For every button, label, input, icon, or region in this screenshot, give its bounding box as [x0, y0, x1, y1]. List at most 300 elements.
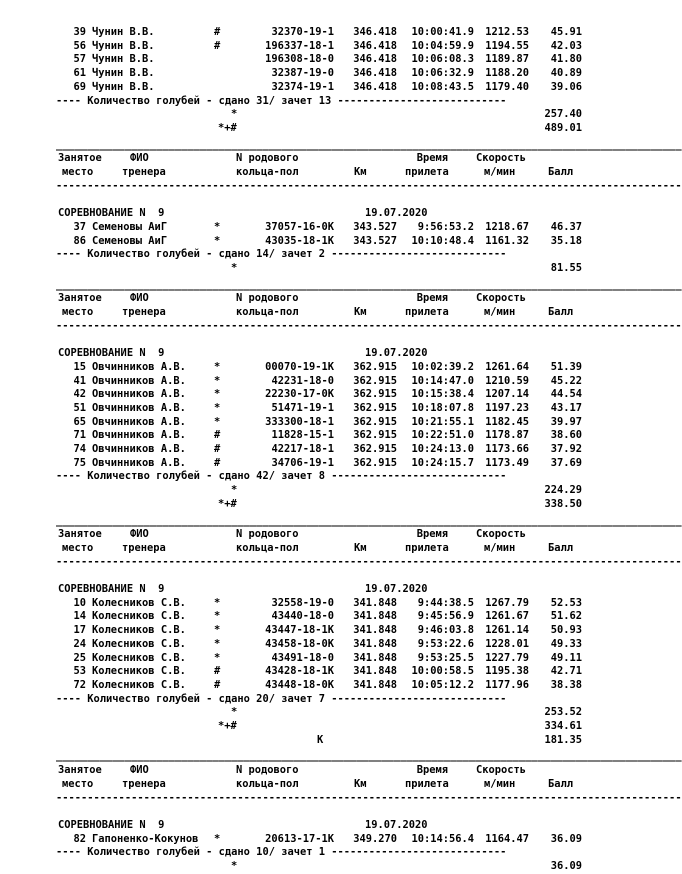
time-cell: 9:53:22.6 [417, 637, 474, 650]
speed-cell: 1207.14 [485, 388, 529, 401]
name-cell: Гапоненко-Кокунов [92, 832, 199, 845]
points-cell: 46.37 [550, 220, 582, 233]
name-cell: Колесников С.В. [92, 678, 186, 691]
km-cell: 362.915 [353, 374, 397, 387]
ring-cell: 43458-18-0К [265, 637, 334, 650]
total-label: * [231, 706, 238, 719]
name-cell: Колесников С.В. [92, 665, 186, 678]
table-row [0, 443, 600, 457]
time-cell: 10:24:13.0 [411, 443, 474, 455]
col-fio-label: тренера [122, 541, 166, 554]
table-row [0, 361, 600, 375]
speed-cell: 1173.66 [485, 443, 529, 455]
time-cell: 9:53:25.5 [417, 651, 474, 664]
name-cell: Овчинников А.В. [92, 388, 186, 401]
col-ring-label: N родового [236, 292, 299, 305]
total-label: *+# [218, 720, 237, 732]
ring-cell: 43440-18-0 [271, 610, 334, 623]
col-time-label: прилета [405, 777, 449, 790]
col-speed-label: м/мин [484, 306, 516, 318]
name-cell: Семеновы АиГ [92, 220, 168, 233]
ring-cell: 32374-19-1 [271, 80, 334, 93]
table-row [0, 429, 600, 443]
mark-cell: # [214, 665, 221, 678]
time-cell: 10:14:56.4 [411, 832, 474, 845]
time-cell: 10:14:47.0 [411, 374, 474, 387]
total-line [0, 484, 600, 498]
total-label: *+# [218, 497, 237, 510]
column-header-bottom [0, 306, 600, 320]
place-cell: 17 [73, 624, 86, 637]
ring-cell: 32387-19-0 [271, 67, 334, 80]
place-cell: 74 [73, 443, 86, 455]
column-header-top [0, 764, 600, 778]
total-label: * [231, 108, 238, 121]
table-row [0, 624, 600, 638]
col-ring-label: N родового [236, 528, 299, 541]
name-cell: Овчинников А.В. [92, 456, 186, 469]
time-cell: 10:00:41.9 [411, 26, 474, 38]
mark-cell: * [214, 388, 221, 401]
mark-cell: * [214, 415, 221, 428]
speed-cell: 1164.47 [485, 832, 529, 845]
ring-cell: 333300-18-1 [265, 415, 334, 428]
summary-line: ---- Количество голубей - сдано 31/ зачет 13 --------------------------- [56, 94, 507, 107]
col-place-label: место [62, 777, 94, 790]
points-cell: 40.89 [550, 67, 582, 80]
speed-cell: 1261.14 [485, 624, 529, 637]
total-value: 36.09 [550, 860, 582, 872]
speed-cell: 1210.59 [485, 374, 529, 387]
separator: ____________________________________________________________________________________________________ [56, 514, 682, 527]
speed-cell: 1178.87 [485, 429, 529, 442]
total-label: К [317, 733, 324, 746]
time-cell: 9:44:38.5 [417, 596, 474, 609]
speed-cell: 1195.38 [485, 665, 529, 678]
table-row [0, 53, 600, 67]
place-cell: 51 [73, 401, 86, 414]
ring-cell: 42217-18-1 [271, 443, 334, 455]
km-cell: 341.848 [353, 596, 397, 609]
table-row [0, 40, 600, 54]
table-row [0, 375, 600, 389]
ring-cell: 22230-17-0К [265, 388, 334, 401]
competition-title [0, 347, 600, 361]
time-cell: 9:46:03.8 [417, 624, 474, 637]
total-value: 224.29 [544, 484, 582, 497]
column-header-top [0, 528, 600, 542]
column-header-top [0, 152, 600, 166]
points-cell: 39.97 [550, 415, 582, 428]
mark-cell: * [214, 360, 221, 373]
place-cell: 75 [73, 456, 86, 469]
name-cell: Овчинников А.В. [92, 401, 186, 414]
mark-cell: * [214, 832, 221, 845]
total-label: * [231, 860, 238, 872]
km-cell: 349.270 [353, 832, 397, 845]
name-cell: Чунин В.В. [92, 67, 155, 80]
total-line [0, 122, 600, 136]
speed-cell: 1261.64 [485, 360, 529, 373]
mark-cell: * [214, 624, 221, 637]
name-cell: Чунин В.В. [92, 53, 155, 66]
total-value: 181.35 [544, 733, 582, 746]
separator: ---------------------------------------------------------------------------------------------------- [56, 791, 682, 804]
speed-cell: 1182.45 [485, 415, 529, 428]
points-cell: 45.22 [550, 374, 582, 387]
competition-title [0, 583, 600, 597]
table-row [0, 597, 600, 611]
competition-date: 19.07.2020 [365, 207, 428, 220]
table-row [0, 388, 600, 402]
mark-cell: * [214, 610, 221, 623]
col-place-label: место [62, 166, 94, 178]
speed-cell: 1189.87 [485, 53, 529, 66]
ring-cell: 43447-18-1К [265, 624, 334, 637]
name-cell: Колесников С.В. [92, 610, 186, 623]
col-time-label: Время [416, 528, 448, 541]
col-speed-label: Скорость [476, 152, 527, 165]
col-speed-label: м/мин [484, 166, 516, 178]
col-km-label: Км [354, 541, 367, 554]
total-value: 257.40 [544, 108, 582, 121]
col-place-label: Занятое [58, 764, 102, 777]
col-km-label: Км [354, 166, 367, 178]
col-speed-label: Скорость [476, 764, 527, 777]
separator: ---------------------------------------------------------------------------------------------------- [56, 179, 682, 192]
separator: ____________________________________________________________________________________________________ [56, 278, 682, 291]
table-row [0, 416, 600, 430]
table-row [0, 67, 600, 81]
ring-cell: 43448-18-0К [265, 678, 334, 691]
place-cell: 65 [73, 415, 86, 428]
table-row [0, 457, 600, 471]
points-cell: 44.54 [550, 388, 582, 401]
km-cell: 341.848 [353, 624, 397, 637]
km-cell: 362.915 [353, 443, 397, 455]
competition-title [0, 207, 600, 221]
name-cell: Чунин В.В. [92, 39, 155, 52]
speed-cell: 1194.55 [485, 39, 529, 52]
mark-cell: # [214, 456, 221, 469]
col-time-label: прилета [405, 166, 449, 178]
km-cell: 346.418 [353, 39, 397, 52]
competition-title [0, 819, 600, 833]
col-speed-label: м/мин [484, 777, 516, 790]
column-header-bottom [0, 542, 600, 556]
place-cell: 69 [73, 80, 86, 93]
km-cell: 346.418 [353, 53, 397, 66]
points-cell: 37.92 [550, 443, 582, 455]
ring-cell: 196337-18-1 [265, 39, 334, 52]
mark-cell: # [214, 26, 221, 38]
points-cell: 36.09 [550, 832, 582, 845]
col-points-label: Балл [548, 777, 574, 790]
summary-line: ---- Количество голубей - сдано 20/ зачет 7 ---------------------------- [56, 692, 507, 705]
km-cell: 346.418 [353, 80, 397, 93]
km-cell: 341.848 [353, 678, 397, 691]
col-fio-label: тренера [122, 777, 166, 790]
speed-cell: 1227.79 [485, 651, 529, 664]
col-time-label: Время [416, 764, 448, 777]
col-time-label: прилета [405, 541, 449, 554]
time-cell: 10:06:08.3 [411, 53, 474, 66]
col-place-label: место [62, 306, 94, 318]
col-ring-label: кольца-пол [236, 306, 299, 318]
place-cell: 57 [73, 53, 86, 66]
time-cell: 10:21:55.1 [411, 415, 474, 428]
mark-cell: * [214, 651, 221, 664]
col-place-label: Занятое [58, 292, 102, 305]
place-cell: 25 [73, 651, 86, 664]
mark-cell: # [214, 678, 221, 691]
table-row [0, 221, 600, 235]
points-cell: 51.39 [550, 360, 582, 373]
name-cell: Чунин В.В. [92, 80, 155, 93]
place-cell: 24 [73, 637, 86, 650]
table-row [0, 81, 600, 95]
points-cell: 39.06 [550, 80, 582, 93]
ring-cell: 20613-17-1К [265, 832, 334, 845]
col-fio-label: ФИО [130, 292, 149, 305]
competition-date: 19.07.2020 [365, 818, 428, 831]
table-row [0, 235, 600, 249]
total-label: *+# [218, 121, 237, 134]
total-value: 338.50 [544, 497, 582, 510]
competition-name: СОРЕВНОВАНИЕ N 9 [58, 347, 165, 360]
column-header-bottom [0, 166, 600, 180]
total-line [0, 860, 600, 874]
col-speed-label: Скорость [476, 292, 527, 305]
km-cell: 346.418 [353, 67, 397, 80]
points-cell: 45.91 [550, 26, 582, 38]
col-points-label: Балл [548, 541, 574, 554]
total-label: * [231, 484, 238, 497]
points-cell: 43.17 [550, 401, 582, 414]
name-cell: Овчинников А.В. [92, 415, 186, 428]
table-row [0, 652, 600, 666]
place-cell: 53 [73, 665, 86, 678]
km-cell: 341.848 [353, 610, 397, 623]
name-cell: Овчинников А.В. [92, 360, 186, 373]
col-fio-label: ФИО [130, 528, 149, 541]
speed-cell: 1179.40 [485, 80, 529, 93]
separator: ____________________________________________________________________________________________________ [56, 138, 682, 151]
km-cell: 362.915 [353, 360, 397, 373]
mark-cell: # [214, 429, 221, 442]
separator: ____________________________________________________________________________________________________ [56, 750, 682, 763]
table-row [0, 679, 600, 693]
time-cell: 10:00:58.5 [411, 665, 474, 678]
total-line [0, 108, 600, 122]
km-cell: 343.527 [353, 234, 397, 247]
place-cell: 41 [73, 374, 86, 387]
time-cell: 10:24:15.7 [411, 456, 474, 469]
table-row [0, 402, 600, 416]
ring-cell: 51471-19-1 [271, 401, 334, 414]
ring-cell: 43491-18-0 [271, 651, 334, 664]
points-cell: 49.11 [550, 651, 582, 664]
ring-cell: 43428-18-1К [265, 665, 334, 678]
col-time-label: Время [416, 292, 448, 305]
speed-cell: 1197.23 [485, 401, 529, 414]
total-value: 253.52 [544, 706, 582, 719]
competition-name: СОРЕВНОВАНИЕ N 9 [58, 207, 165, 220]
points-cell: 49.33 [550, 637, 582, 650]
km-cell: 341.848 [353, 665, 397, 678]
col-fio-label: тренера [122, 306, 166, 318]
summary-line: ---- Количество голубей - сдано 14/ зачет 2 ---------------------------- [56, 248, 507, 261]
ring-cell: 42231-18-0 [271, 374, 334, 387]
ring-cell: 11828-15-1 [271, 429, 334, 442]
total-line [0, 706, 600, 720]
total-line [0, 498, 600, 512]
name-cell: Овчинников А.В. [92, 429, 186, 442]
total-line [0, 262, 600, 276]
col-ring-label: кольца-пол [236, 166, 299, 178]
competition-date: 19.07.2020 [365, 347, 428, 360]
total-value: 489.01 [544, 121, 582, 134]
speed-cell: 1161.32 [485, 234, 529, 247]
mark-cell: # [214, 443, 221, 455]
name-cell: Колесников С.В. [92, 624, 186, 637]
ring-cell: 196308-18-0 [265, 53, 334, 66]
mark-cell: * [214, 637, 221, 650]
separator: ---------------------------------------------------------------------------------------------------- [56, 555, 682, 568]
km-cell: 341.848 [353, 637, 397, 650]
speed-cell: 1188.20 [485, 67, 529, 80]
ring-cell: 32558-19-0 [271, 596, 334, 609]
place-cell: 86 [73, 234, 86, 247]
place-cell: 56 [73, 39, 86, 52]
col-ring-label: N родового [236, 152, 299, 165]
km-cell: 362.915 [353, 456, 397, 469]
mark-cell: # [214, 39, 221, 52]
speed-cell: 1218.67 [485, 220, 529, 233]
time-cell: 10:22:51.0 [411, 429, 474, 442]
col-place-label: место [62, 541, 94, 554]
competition-date: 19.07.2020 [365, 583, 428, 595]
col-ring-label: кольца-пол [236, 777, 299, 790]
table-row [0, 26, 600, 40]
total-line [0, 720, 600, 734]
name-cell: Чунин В.В. [92, 26, 155, 38]
speed-cell: 1267.79 [485, 596, 529, 609]
name-cell: Овчинников А.В. [92, 374, 186, 387]
place-cell: 61 [73, 67, 86, 80]
place-cell: 72 [73, 678, 86, 691]
points-cell: 35.18 [550, 234, 582, 247]
km-cell: 343.527 [353, 220, 397, 233]
time-cell: 10:15:38.4 [411, 388, 474, 401]
col-place-label: Занятое [58, 528, 102, 541]
col-speed-label: Скорость [476, 528, 527, 541]
ring-cell: 32370-19-1 [271, 26, 334, 38]
col-km-label: Км [354, 306, 367, 318]
points-cell: 38.60 [550, 429, 582, 442]
col-points-label: Балл [548, 166, 574, 178]
time-cell: 10:10:48.4 [411, 234, 474, 247]
time-cell: 10:04:59.9 [411, 39, 474, 52]
name-cell: Семеновы АиГ [92, 234, 168, 247]
place-cell: 42 [73, 388, 86, 401]
mark-cell: * [214, 220, 221, 233]
name-cell: Колесников С.В. [92, 651, 186, 664]
column-header-top [0, 292, 600, 306]
place-cell: 71 [73, 429, 86, 442]
mark-cell: * [214, 401, 221, 414]
total-value: 81.55 [550, 261, 582, 274]
points-cell: 42.71 [550, 665, 582, 678]
km-cell: 346.418 [353, 26, 397, 38]
table-row [0, 610, 600, 624]
column-header-bottom [0, 778, 600, 792]
competition-name: СОРЕВНОВАНИЕ N 9 [58, 583, 165, 595]
competition-name: СОРЕВНОВАНИЕ N 9 [58, 818, 165, 831]
points-cell: 51.62 [550, 610, 582, 623]
speed-cell: 1173.49 [485, 456, 529, 469]
km-cell: 362.915 [353, 415, 397, 428]
place-cell: 14 [73, 610, 86, 623]
time-cell: 10:02:39.2 [411, 360, 474, 373]
total-label: * [231, 261, 238, 274]
table-row [0, 638, 600, 652]
speed-cell: 1261.67 [485, 610, 529, 623]
total-line [0, 734, 600, 748]
km-cell: 341.848 [353, 651, 397, 664]
time-cell: 9:45:56.9 [417, 610, 474, 623]
place-cell: 39 [73, 26, 86, 38]
points-cell: 37.69 [550, 456, 582, 469]
time-cell: 10:08:43.5 [411, 80, 474, 93]
speed-cell: 1177.96 [485, 678, 529, 691]
points-cell: 50.93 [550, 624, 582, 637]
speed-cell: 1228.01 [485, 637, 529, 650]
ring-cell: 34706-19-1 [271, 456, 334, 469]
ring-cell: 00070-19-1К [265, 360, 334, 373]
col-time-label: Время [416, 152, 448, 165]
total-value: 334.61 [544, 720, 582, 732]
col-speed-label: м/мин [484, 541, 516, 554]
time-cell: 10:06:32.9 [411, 67, 474, 80]
time-cell: 10:05:12.2 [411, 678, 474, 691]
points-cell: 52.53 [550, 596, 582, 609]
points-cell: 38.38 [550, 678, 582, 691]
summary-line: ---- Количество голубей - сдано 42/ зачет 8 ---------------------------- [56, 470, 507, 483]
km-cell: 362.915 [353, 401, 397, 414]
col-points-label: Балл [548, 306, 574, 318]
separator: ---------------------------------------------------------------------------------------------------- [56, 319, 682, 332]
summary-line: ---- Количество голубей - сдано 10/ зачет 1 ---------------------------- [56, 846, 507, 859]
points-cell: 41.80 [550, 53, 582, 66]
km-cell: 362.915 [353, 429, 397, 442]
mark-cell: * [214, 596, 221, 609]
place-cell: 82 [73, 832, 86, 845]
mark-cell: * [214, 374, 221, 387]
col-fio-label: тренера [122, 166, 166, 178]
place-cell: 37 [73, 220, 86, 233]
col-fio-label: ФИО [130, 764, 149, 777]
table-row [0, 665, 600, 679]
ring-cell: 43035-18-1К [265, 234, 334, 247]
place-cell: 15 [73, 360, 86, 373]
col-ring-label: N родового [236, 764, 299, 777]
col-fio-label: ФИО [130, 152, 149, 165]
name-cell: Колесников С.В. [92, 637, 186, 650]
col-km-label: Км [354, 777, 367, 790]
speed-cell: 1212.53 [485, 26, 529, 38]
name-cell: Колесников С.В. [92, 596, 186, 609]
